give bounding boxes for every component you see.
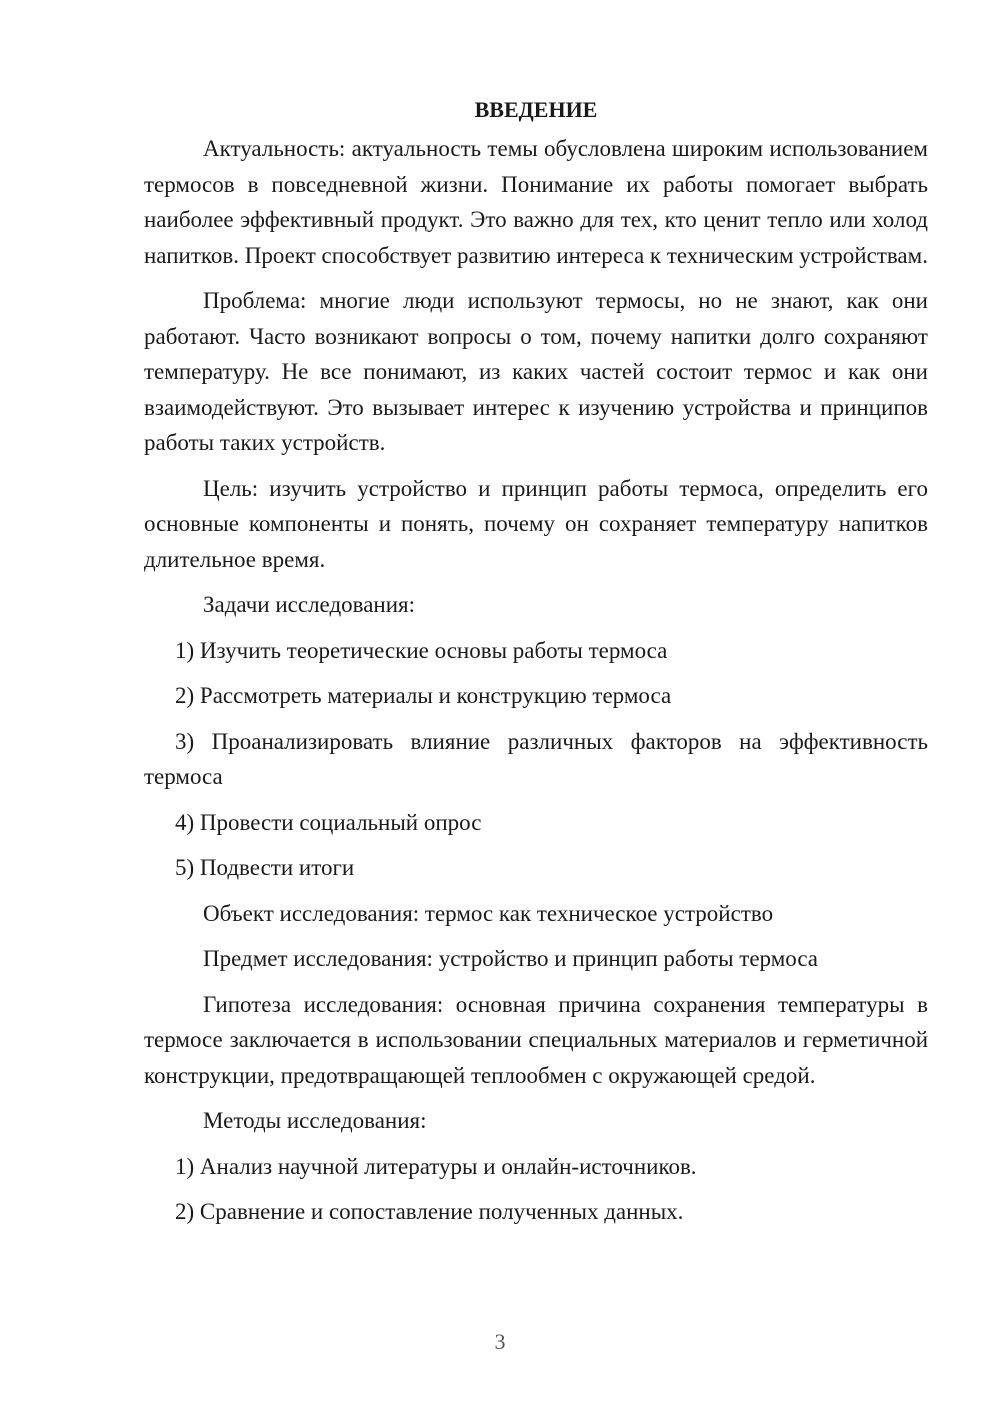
relevance-paragraph: Актуальность: актуальность темы обусловлена широким использованием термосов в повседневной жизни. Понимание их работы помогает выбрать наиболее эффективный продукт. Это важно для тех, кто ценит тепло или холод напитков. Проект способствует развитию интереса к техническим устройствам. bbox=[144, 136, 928, 268]
task-item-5: 5) Подвести итоги bbox=[175, 855, 355, 880]
section-title: ВВЕДЕНИЕ bbox=[474, 97, 598, 122]
method-item-2: 2) Сравнение и сопоставление полученных данных. bbox=[175, 1199, 684, 1224]
methods-heading: Методы исследования: bbox=[203, 1108, 427, 1133]
document-page bbox=[144, 92, 928, 1240]
task-item-1: 1) Изучить теоретические основы работы термоса bbox=[175, 637, 668, 663]
object-paragraph: Объект исследования: термос как техническое устройство bbox=[203, 900, 774, 926]
goal-paragraph: Цель: изучить устройство и принцип работы термоса, определить его основные компоненты и понять, почему он сохраняет температуру напитков длительное время. bbox=[144, 475, 928, 572]
method-item-1: 1) Анализ научной литературы и онлайн-источников. bbox=[175, 1153, 697, 1179]
task-item-2: 2) Рассмотреть материалы и конструкцию термоса bbox=[175, 683, 672, 708]
task-item-4: 4) Провести социальный опрос bbox=[175, 809, 482, 835]
page-number: 3 bbox=[494, 1329, 506, 1354]
problem-paragraph: Проблема: многие люди используют термосы, но не знают, как они работают. Часто возникают вопросы о том, почему напитки долго сохраняют температуру. Не все понимают, из каких частей состоит термос и как они взаимодействуют. Это вызывает интерес к изучению устройства и принципов работы таких устройств. bbox=[144, 288, 928, 455]
hypothesis-paragraph: Гипотеза исследования: основная причина сохранения температуры в термосе заключается в использовании специальных материалов и герметичной конструкции, предотвращающей теплообмен с окружающей средой. bbox=[144, 991, 928, 1088]
tasks-heading: Задачи исследования: bbox=[203, 592, 416, 617]
subject-paragraph: Предмет исследования: устройство и принцип работы термоса bbox=[203, 946, 819, 971]
task-item-3: 3) Проанализировать влияние различных факторов на эффективность термоса bbox=[144, 728, 928, 789]
